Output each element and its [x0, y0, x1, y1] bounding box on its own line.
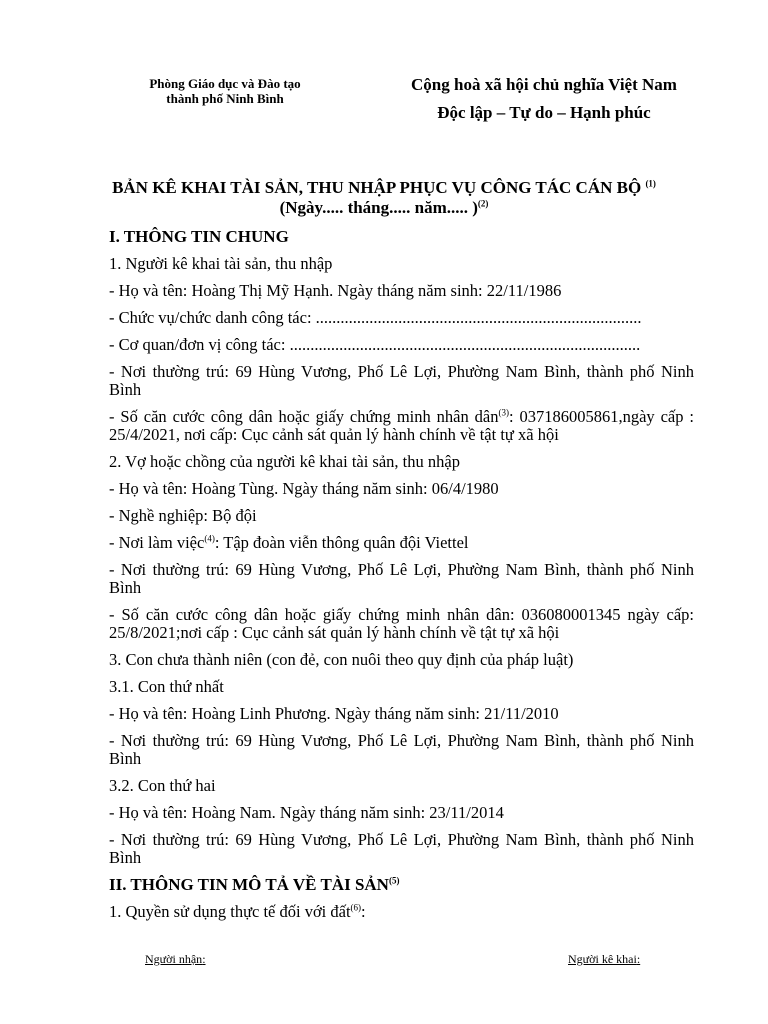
spouse-workplace-prefix: - Nơi làm việc [109, 533, 205, 552]
national-motto [340, 74, 748, 124]
org-line-2: thành phố Ninh Bình [166, 91, 284, 106]
org-line-1: Phòng Giáo dục và Đào tạo [149, 76, 301, 91]
spouse-workplace-note: (4) [204, 533, 215, 544]
document-title [60, 178, 708, 218]
declarant-id-rest: : 037186005861,ngày cấp : 25/4/2021, nơi cấp: Cục cảnh sát quản lý hành chính về tật tự xã hội [109, 407, 694, 444]
spouse-occupation: - Nghề nghiệp: Bộ đội [109, 506, 257, 525]
child-1-heading: 3.1. Con thứ nhất [109, 677, 224, 696]
land-use-note: (6) [350, 902, 362, 913]
declarant-id-note: (3) [498, 407, 509, 418]
title-main-text: BẢN KÊ KHAI TÀI SẢN, THU NHẬP PHỤC VỤ CÔNG TÁC CÁN BỘ [112, 178, 646, 197]
title-date [60, 198, 708, 218]
spouse-residence: - Nơi thường trú: 69 Hùng Vương, Phố Lê Lợi, Phường Nam Bình, thành phố Ninh Bình [109, 560, 694, 597]
declarant-agency: - Cơ quan/đơn vị công tác: ..................................................................................... [109, 335, 641, 354]
document-body [109, 228, 694, 930]
declarant-residence: - Nơi thường trú: 69 Hùng Vương, Phố Lê Lợi, Phường Nam Bình, thành phố Ninh Bình [109, 362, 694, 399]
footer-receiver [145, 952, 206, 967]
land-use-suffix: : [361, 902, 366, 921]
title-date-note: (2) [477, 198, 489, 209]
section-1-heading: I. THÔNG TIN CHUNG [109, 227, 289, 246]
spouse-heading: 2. Vợ hoặc chồng của người kê khai tài sản, thu nhập [109, 452, 460, 471]
child-1-residence: - Nơi thường trú: 69 Hùng Vương, Phố Lê Lợi, Phường Nam Bình, thành phố Ninh Bình [109, 731, 694, 768]
child-2-name: - Họ và tên: Hoàng Nam. Ngày tháng năm sinh: 23/11/2014 [109, 803, 504, 822]
title-main [60, 178, 708, 198]
spouse-workplace-rest: : Tập đoàn viễn thông quân đội Viettel [214, 533, 469, 552]
children-heading: 3. Con chưa thành niên (con đẻ, con nuôi theo quy định của pháp luật) [109, 650, 574, 669]
section-2-heading-text: II. THÔNG TIN MÔ TẢ VỀ TÀI SẢN [109, 875, 389, 894]
declarant-name: - Họ và tên: Hoàng Thị Mỹ Hạnh. Ngày tháng năm sinh: 22/11/1986 [109, 281, 562, 300]
issuing-organization [110, 76, 340, 106]
spouse-workplace [109, 534, 694, 552]
footer-declarer-colon: : [636, 952, 641, 966]
footer-declarer [568, 952, 640, 967]
declarant-id-prefix: - Số căn cước công dân hoặc giấy chứng minh nhân dân [109, 407, 499, 426]
footer-receiver-label: Người nhận [145, 952, 203, 966]
declarant-id [109, 408, 694, 444]
spouse-name: - Họ và tên: Hoàng Tùng. Ngày tháng năm sinh: 06/4/1980 [109, 479, 499, 498]
title-main-note: (1) [645, 178, 656, 189]
land-use-prefix: 1. Quyền sử dụng thực tế đối với đất [109, 902, 351, 921]
nation-line-2: Độc lập – Tự do – Hạnh phúc [437, 103, 651, 122]
footer-declarer-label: Người kê khai [568, 952, 637, 966]
child-2-residence: - Nơi thường trú: 69 Hùng Vương, Phố Lê Lợi, Phường Nam Bình, thành phố Ninh Bình [109, 830, 694, 867]
section-2-heading [109, 876, 694, 894]
footer-receiver-colon: : [202, 952, 206, 966]
land-use-heading [109, 903, 694, 921]
declarant-position: - Chức vụ/chức danh công tác: ............................................................................... [109, 308, 642, 327]
child-1-name: - Họ và tên: Hoàng Linh Phương. Ngày tháng năm sinh: 21/11/2010 [109, 704, 559, 723]
child-2-heading: 3.2. Con thứ hai [109, 776, 216, 795]
spouse-id: - Số căn cước công dân hoặc giấy chứng minh nhân dân: 036080001345 ngày cấp: 25/8/2021;nơi cấp : Cục cảnh sát quản lý hành chính về tật tự xã hội [109, 605, 694, 642]
declarant-heading: 1. Người kê khai tài sản, thu nhập [109, 254, 333, 273]
section-2-heading-note: (5) [388, 875, 400, 886]
title-date-text: (Ngày..... tháng..... năm..... ) [279, 198, 478, 217]
nation-line-1: Cộng hoà xã hội chủ nghĩa Việt Nam [411, 75, 677, 94]
